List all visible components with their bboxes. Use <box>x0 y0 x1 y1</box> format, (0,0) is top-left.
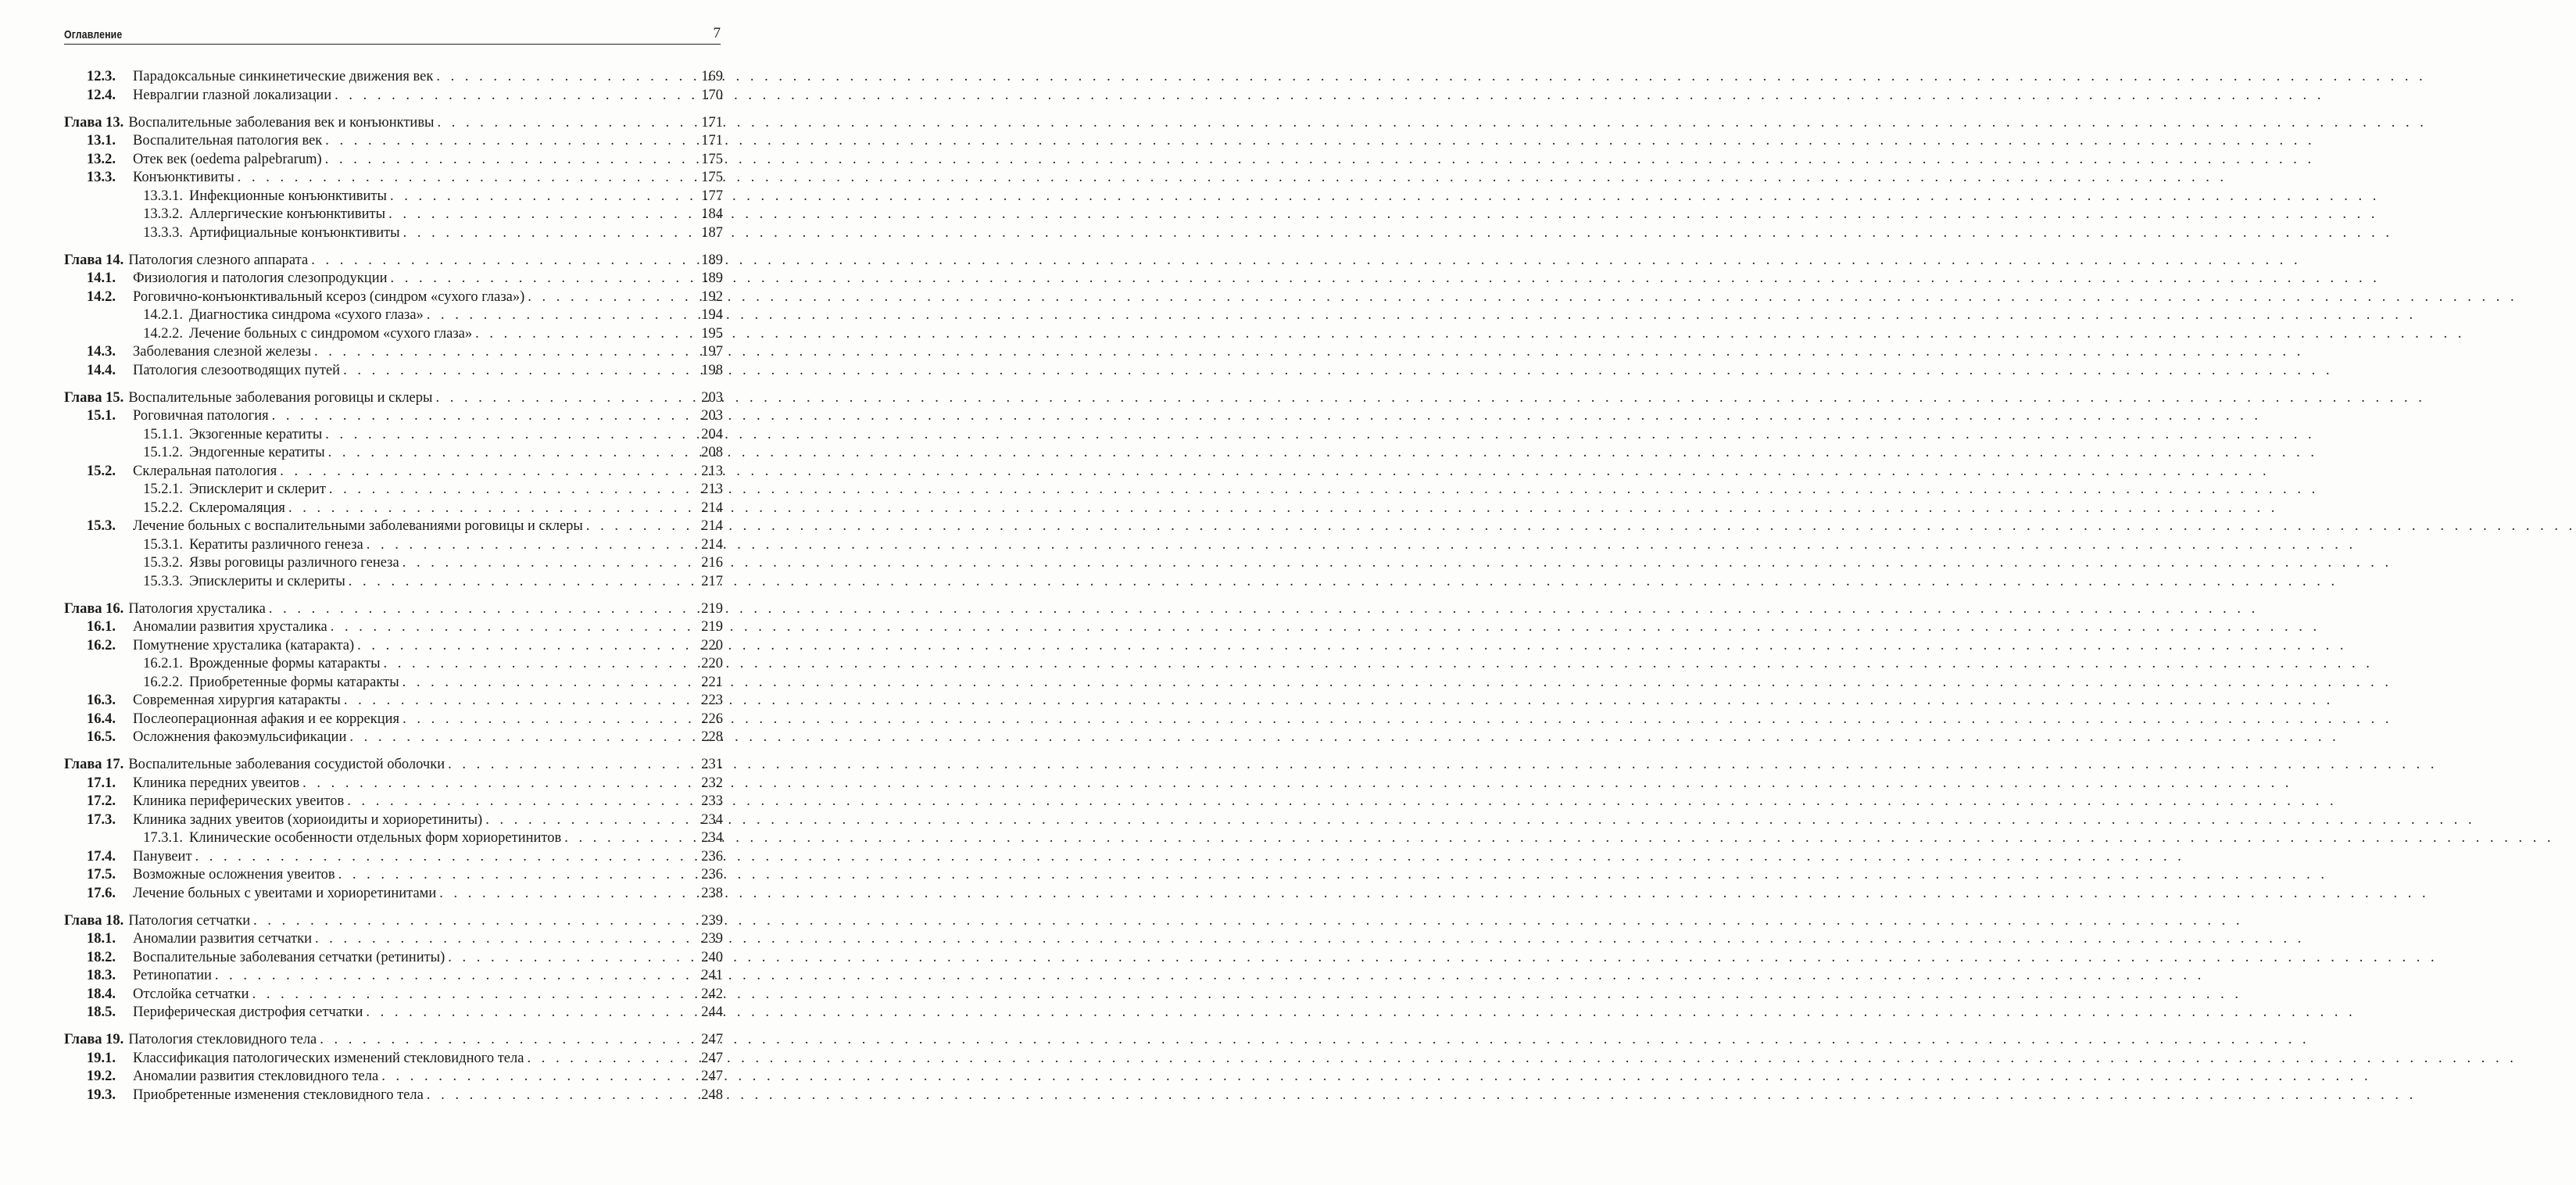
toc-entry-page: 248 <box>701 1087 723 1103</box>
toc-entry-title: Воспалительные заболевания сосудистой оболочки <box>128 757 445 772</box>
toc-entry-title: Эписклериты и склериты <box>189 573 345 589</box>
toc-section-entry[interactable] <box>64 848 723 867</box>
toc-entry-number: 15.3.2. <box>143 555 183 571</box>
toc-entry-page: 244 <box>701 1004 723 1020</box>
toc-leader-dots <box>308 252 698 270</box>
toc-entry-number: 16.3. <box>87 693 116 708</box>
toc-leader-dots <box>269 407 698 426</box>
toc-subsection-entry[interactable] <box>64 573 723 592</box>
toc-entry-title: Отслойка сетчатки <box>133 986 249 1002</box>
toc-chapter-group <box>64 252 723 381</box>
toc-section-entry[interactable] <box>64 87 723 106</box>
toc-section-entry[interactable] <box>64 362 723 381</box>
toc-entry-title: Воспалительные заболевания сетчатки (ретиниты) <box>133 949 445 965</box>
toc-subsection-entry[interactable] <box>64 325 723 344</box>
toc-entry-page: 171 <box>701 114 723 131</box>
toc-entry-number: 16.4. <box>87 711 116 727</box>
toc-entry-page: 203 <box>701 389 723 406</box>
toc-entry-title: Отек век (oedema palpebrarum) <box>133 151 322 167</box>
toc-entry-title: Клиника задних увеитов (хориоидиты и хориоретиниты) <box>133 811 483 828</box>
toc-entry-number: 16.2.1. <box>143 656 183 671</box>
toc-entry-title: Панувеит <box>133 848 192 865</box>
toc-entry-page: 219 <box>701 619 723 635</box>
toc-chapter-group <box>64 756 723 903</box>
toc-entry-page: 189 <box>701 270 723 286</box>
toc-entry-title: Лечение больных с воспалительными заболеваниями роговицы и склеры <box>133 518 583 534</box>
toc-section-entry[interactable] <box>64 169 723 188</box>
toc-entry-number: 17.3. <box>87 811 116 828</box>
toc-entry-page: 247 <box>701 1069 723 1084</box>
toc-entry-page: 220 <box>701 637 723 653</box>
toc-leader-dots <box>363 1004 698 1022</box>
toc-leader-dots <box>335 866 698 885</box>
toc-entry-title: Воспалительные заболевания век и конъюнктивы <box>128 114 435 131</box>
toc-entry-number: 17.1. <box>87 775 116 791</box>
toc-subsection-entry[interactable] <box>64 206 723 224</box>
toc-leader-dots <box>524 288 698 307</box>
toc-entry-number: 14.3. <box>87 344 116 360</box>
toc-entry-title: Склеромаляция <box>189 499 285 516</box>
toc-section-entry[interactable] <box>64 517 723 536</box>
toc-entry-title: Эндогенные кератиты <box>189 445 325 460</box>
toc-entry-title: Клиника передних увеитов <box>133 775 300 791</box>
toc-entry-number: 13.3.1. <box>143 188 183 204</box>
toc-section-entry[interactable] <box>64 986 723 1004</box>
toc-entry-page: 198 <box>701 362 723 378</box>
toc-entry-page: 223 <box>701 693 723 708</box>
toc-leader-dots <box>400 224 698 243</box>
toc-subsection-entry[interactable] <box>64 499 723 518</box>
toc-entry-number: 15.3. <box>87 518 116 534</box>
toc-leader-dots <box>327 618 698 637</box>
toc-chapter-entry[interactable] <box>64 912 723 931</box>
toc-entry-title: Физиология и патология слезопродукции <box>133 270 388 286</box>
toc-leader-dots <box>482 811 698 830</box>
toc-subsection-entry[interactable] <box>64 224 723 243</box>
toc-subsection-entry[interactable] <box>64 655 723 674</box>
toc-entry-number: 13.2. <box>87 151 116 167</box>
toc-entry-page: 189 <box>701 252 723 268</box>
toc-entry-number: 15.2.2. <box>143 499 183 516</box>
toc-entry-title: Патология слезоотводящих путей <box>133 362 341 378</box>
toc-entry-title: Конъюнктивиты <box>133 170 234 185</box>
toc-entry-page: 192 <box>701 288 723 305</box>
toc-entry-number: Глава 14. <box>64 252 124 268</box>
toc-entry-number: 19.3. <box>87 1087 116 1103</box>
toc-section-entry[interactable] <box>64 930 723 949</box>
toc-section-entry[interactable] <box>64 288 723 307</box>
toc-leader-dots <box>436 885 698 904</box>
toc-entry-number: 16.1. <box>87 619 116 635</box>
toc-entry-number: Глава 15. <box>64 389 124 406</box>
toc-entry-number: 14.4. <box>87 362 116 378</box>
toc-chapter-entry[interactable] <box>64 600 723 619</box>
toc-entry-page: 177 <box>701 188 723 204</box>
toc-entry-title: Клиника периферических увеитов <box>133 793 345 809</box>
toc-entry-title: Аномалии развития сетчатки <box>133 931 313 947</box>
toc-subsection-entry[interactable] <box>64 188 723 206</box>
toc-entry-number: 16.2. <box>87 637 116 653</box>
toc-entry-page: 236 <box>701 867 723 882</box>
toc-section-entry[interactable] <box>64 1050 723 1069</box>
toc-leader-dots <box>381 655 698 674</box>
toc-leader-dots <box>387 188 698 206</box>
toc-section-entry[interactable] <box>64 1068 723 1087</box>
toc-entry-page: 195 <box>701 325 723 342</box>
toc-entry-number: 14.2.1. <box>143 307 183 323</box>
toc-entry-number: 18.5. <box>87 1004 116 1020</box>
toc-entry-number: 17.3.1. <box>143 830 183 846</box>
running-header <box>64 23 721 45</box>
toc-leader-dots <box>341 692 698 711</box>
toc-leader-dots <box>344 793 698 811</box>
toc-entry-page: 213 <box>701 482 723 497</box>
toc-entry-title: Артифициальные конъюнктивиты <box>189 224 400 241</box>
toc-entry-page: 247 <box>701 1032 723 1047</box>
toc-section-entry[interactable] <box>64 463 723 482</box>
toc-entry-page: 171 <box>701 133 723 149</box>
toc-section-entry[interactable] <box>64 637 723 656</box>
toc-entry-number: 14.1. <box>87 270 116 286</box>
toc-entry-number: 12.4. <box>87 87 116 103</box>
book-page <box>0 0 782 1185</box>
toc-entry-page: 214 <box>701 518 723 534</box>
toc-section-entry[interactable] <box>64 407 723 426</box>
toc-section-entry[interactable] <box>64 1004 723 1022</box>
toc-entry-page: 216 <box>701 555 723 571</box>
toc-chapter-entry[interactable] <box>64 252 723 270</box>
toc-entry-title: Аномалии развития стекловидного тела <box>133 1069 379 1084</box>
toc-entry-title: Заболевания слезной железы <box>133 344 311 360</box>
toc-entry-page: 221 <box>701 674 723 690</box>
toc-entry-title: Аномалии развития хрусталика <box>133 619 327 635</box>
toc-entry-page: 184 <box>701 206 723 222</box>
toc-subsection-entry[interactable] <box>64 444 723 463</box>
toc-leader-dots <box>212 967 698 986</box>
toc-chapter-entry[interactable] <box>64 389 723 408</box>
toc-entry-title: Послеоперационная афакия и ее коррекция <box>133 711 400 727</box>
toc-subsection-entry[interactable] <box>64 426 723 445</box>
toc-entry-number: 14.2.2. <box>143 325 183 342</box>
toc-entry-page: 214 <box>701 499 723 516</box>
toc-leader-dots <box>583 517 698 536</box>
toc-entry-page: 217 <box>701 573 723 589</box>
toc-entry-title: Периферическая дистрофия сетчатки <box>133 1004 363 1020</box>
toc-entry-number: 13.3.2. <box>143 206 183 222</box>
toc-leader-dots <box>325 444 698 463</box>
toc-subsection-entry[interactable] <box>64 554 723 573</box>
toc-leader-dots <box>345 573 698 592</box>
toc-section-entry[interactable] <box>64 885 723 904</box>
toc-entry-page: 234 <box>701 830 723 846</box>
toc-entry-page: 232 <box>701 775 723 791</box>
toc-entry-page: 234 <box>701 811 723 828</box>
toc-entry-page: 194 <box>701 307 723 323</box>
toc-entry-number: 13.3.3. <box>143 224 183 241</box>
toc-section-entry[interactable] <box>64 270 723 288</box>
toc-leader-dots <box>250 912 698 931</box>
toc-entry-number: 15.3.1. <box>143 536 183 553</box>
header-title: Оглавление <box>64 28 123 41</box>
toc-leader-dots <box>433 68 698 87</box>
toc-entry-number: Глава 13. <box>64 114 124 131</box>
toc-leader-dots <box>561 829 698 848</box>
toc-chapter-entry[interactable] <box>64 756 723 775</box>
toc-leader-dots <box>299 775 698 793</box>
toc-entry-page: 175 <box>701 170 723 185</box>
toc-entry-page: 239 <box>701 931 723 947</box>
toc-leader-dots <box>445 756 698 775</box>
toc-leader-dots <box>322 151 698 170</box>
toc-section-entry[interactable] <box>64 151 723 170</box>
toc-entry-title: Язвы роговицы различного генеза <box>189 555 399 571</box>
toc-entry-title: Приобретенные формы катаракты <box>189 674 399 690</box>
toc-subsection-entry[interactable] <box>64 829 723 848</box>
toc-leader-dots <box>378 1068 698 1087</box>
table-of-contents <box>64 68 723 1114</box>
toc-entry-title: Лечение больных с синдромом «сухого глаза» <box>189 325 473 342</box>
toc-entry-title: Патология хрусталика <box>128 600 266 617</box>
toc-entry-page: 214 <box>701 536 723 553</box>
toc-section-entry[interactable] <box>64 811 723 830</box>
toc-entry-page: 228 <box>701 729 723 745</box>
toc-leader-dots <box>331 87 698 106</box>
toc-leader-dots <box>385 206 698 224</box>
toc-section-entry[interactable] <box>64 1087 723 1105</box>
toc-entry-page: 241 <box>701 968 723 983</box>
toc-entry-page: 220 <box>701 656 723 671</box>
toc-entry-page: 204 <box>701 426 723 442</box>
toc-chapter-group <box>64 912 723 1022</box>
toc-entry-number: 15.1.1. <box>143 426 183 442</box>
toc-chapter-group <box>64 389 723 592</box>
toc-entry-number: 14.2. <box>87 288 116 305</box>
toc-leader-dots <box>424 306 698 325</box>
toc-entry-page: 203 <box>701 408 723 424</box>
toc-leader-dots <box>322 132 698 151</box>
toc-entry-page: 231 <box>701 757 723 772</box>
toc-entry-title: Диагностика синдрома «сухого глаза» <box>189 307 424 323</box>
toc-entry-number: 17.6. <box>87 885 116 901</box>
toc-section-entry[interactable] <box>64 618 723 637</box>
toc-leader-dots <box>524 1050 698 1069</box>
toc-entry-number: 12.3. <box>87 69 116 84</box>
toc-entry-title: Современная хирургия катаракты <box>133 693 341 708</box>
header-page-number: 7 <box>713 25 721 41</box>
toc-entry-title: Патология слезного аппарата <box>128 252 309 268</box>
toc-entry-page: 208 <box>701 445 723 460</box>
toc-entry-page: 170 <box>701 87 723 103</box>
toc-section-entry[interactable] <box>64 866 723 885</box>
toc-entry-title: Парадоксальные синкинетические движения век <box>133 69 434 84</box>
toc-entry-title: Кератиты различного генеза <box>189 536 363 553</box>
toc-leader-dots <box>311 343 698 362</box>
toc-leader-dots <box>340 362 698 381</box>
toc-entry-title: Осложнения факоэмульсификации <box>133 729 347 745</box>
toc-entry-number: 16.5. <box>87 729 116 745</box>
toc-entry-page: 226 <box>701 711 723 727</box>
toc-entry-number: 17.2. <box>87 793 116 809</box>
toc-section-entry[interactable] <box>64 711 723 729</box>
toc-entry-number: 15.3.3. <box>143 573 183 589</box>
toc-chapter-group <box>64 68 723 105</box>
toc-entry-number: 16.2.2. <box>143 674 183 690</box>
toc-section-entry[interactable] <box>64 949 723 968</box>
toc-entry-number: 13.3. <box>87 170 116 185</box>
toc-entry-page: 197 <box>701 344 723 360</box>
toc-entry-title: Приобретенные изменения стекловидного тела <box>133 1087 424 1103</box>
toc-section-entry[interactable] <box>64 793 723 811</box>
toc-entry-number: 18.2. <box>87 949 116 965</box>
toc-entry-title: Лечение больных с увеитами и хориоретинитами <box>133 885 437 901</box>
toc-entry-title: Классификация патологических изменений стекловидного тела <box>133 1050 524 1066</box>
toc-section-entry[interactable] <box>64 68 723 87</box>
toc-leader-dots <box>266 600 698 619</box>
toc-entry-page: 187 <box>701 224 723 241</box>
toc-entry-title: Клинические особенности отдельных форм хориоретинитов <box>189 830 562 846</box>
toc-leader-dots <box>388 270 699 288</box>
toc-chapter-group <box>64 600 723 747</box>
toc-leader-dots <box>192 848 698 867</box>
toc-entry-number: Глава 18. <box>64 912 124 929</box>
toc-section-entry[interactable] <box>64 967 723 986</box>
toc-leader-dots <box>326 481 698 499</box>
toc-entry-page: 175 <box>701 151 723 167</box>
toc-leader-dots <box>399 674 698 693</box>
toc-subsection-entry[interactable] <box>64 481 723 499</box>
toc-entry-page: 236 <box>701 848 723 865</box>
toc-entry-number: Глава 16. <box>64 600 124 617</box>
toc-leader-dots <box>277 463 698 482</box>
toc-entry-number: 19.1. <box>87 1050 116 1066</box>
toc-entry-number: Глава 19. <box>64 1032 124 1047</box>
toc-entry-number: 17.4. <box>87 848 116 865</box>
toc-entry-title: Врожденные формы катаракты <box>189 656 381 671</box>
toc-entry-page: 169 <box>701 69 723 84</box>
toc-entry-title: Патология стекловидного тела <box>128 1032 317 1047</box>
toc-section-entry[interactable] <box>64 692 723 711</box>
toc-leader-dots <box>432 389 698 408</box>
toc-entry-page: 240 <box>701 949 723 965</box>
toc-leader-dots <box>445 949 698 968</box>
toc-leader-dots <box>424 1087 698 1105</box>
toc-entry-title: Эписклерит и склерит <box>189 482 326 497</box>
toc-entry-number: 15.2. <box>87 463 116 479</box>
toc-entry-title: Аллергические конъюнктивиты <box>189 206 386 222</box>
toc-section-entry[interactable] <box>64 132 723 151</box>
toc-entry-number: Глава 17. <box>64 757 124 772</box>
toc-chapter-entry[interactable] <box>64 1031 723 1050</box>
toc-entry-title: Воспалительная патология век <box>133 133 323 149</box>
toc-entry-title: Склеральная патология <box>133 463 277 479</box>
toc-entry-page: 219 <box>701 600 723 617</box>
toc-chapter-group <box>64 114 723 243</box>
toc-leader-dots <box>399 554 698 573</box>
toc-entry-title: Ретинопатии <box>133 968 212 983</box>
toc-entry-page: 247 <box>701 1050 723 1066</box>
toc-subsection-entry[interactable] <box>64 674 723 693</box>
toc-leader-dots <box>399 711 698 729</box>
toc-entry-number: 15.1. <box>87 408 116 424</box>
toc-leader-dots <box>234 169 698 188</box>
toc-entry-number: 17.5. <box>87 867 116 882</box>
toc-leader-dots <box>285 499 698 518</box>
toc-entry-title: Невралгии глазной локализации <box>133 87 332 103</box>
toc-entry-page: 238 <box>701 885 723 901</box>
toc-section-entry[interactable] <box>64 775 723 793</box>
toc-entry-page: 239 <box>701 912 723 929</box>
toc-section-entry[interactable] <box>64 729 723 747</box>
toc-leader-dots <box>317 1031 698 1050</box>
toc-entry-title: Помутнение хрусталика (катаракта) <box>133 637 355 653</box>
toc-entry-number: 19.2. <box>87 1069 116 1084</box>
toc-subsection-entry[interactable] <box>64 536 723 555</box>
toc-leader-dots <box>354 637 698 656</box>
toc-entry-number: 18.4. <box>87 986 116 1002</box>
toc-entry-title: Воспалительные заболевания роговицы и склеры <box>128 389 433 406</box>
toc-leader-dots <box>435 114 699 133</box>
toc-subsection-entry[interactable] <box>64 306 723 325</box>
toc-entry-title: Патология сетчатки <box>128 912 251 929</box>
toc-chapter-entry[interactable] <box>64 114 723 133</box>
toc-entry-number: 15.2.1. <box>143 482 183 497</box>
toc-entry-title: Инфекционные конъюнктивиты <box>189 188 387 204</box>
toc-entry-number: 13.1. <box>87 133 116 149</box>
toc-section-entry[interactable] <box>64 343 723 362</box>
toc-leader-dots <box>346 729 698 747</box>
toc-leader-dots <box>472 325 698 344</box>
toc-entry-title: Роговично-конъюнктивальный ксероз (синдром «сухого глаза») <box>133 288 525 305</box>
toc-leader-dots <box>322 426 698 445</box>
toc-entry-page: 233 <box>701 793 723 809</box>
toc-entry-title: Экзогенные кератиты <box>189 426 323 442</box>
toc-entry-page: 242 <box>701 986 723 1002</box>
toc-entry-title: Возможные осложнения увеитов <box>133 867 335 882</box>
toc-chapter-group <box>64 1031 723 1104</box>
toc-entry-title: Роговичная патология <box>133 408 269 424</box>
toc-entry-number: 18.1. <box>87 931 116 947</box>
toc-entry-number: 15.1.2. <box>143 445 183 460</box>
toc-leader-dots <box>312 930 698 949</box>
toc-leader-dots <box>363 536 698 555</box>
toc-entry-number: 18.3. <box>87 968 116 983</box>
toc-leader-dots <box>249 986 698 1004</box>
toc-entry-page: 213 <box>701 463 723 479</box>
